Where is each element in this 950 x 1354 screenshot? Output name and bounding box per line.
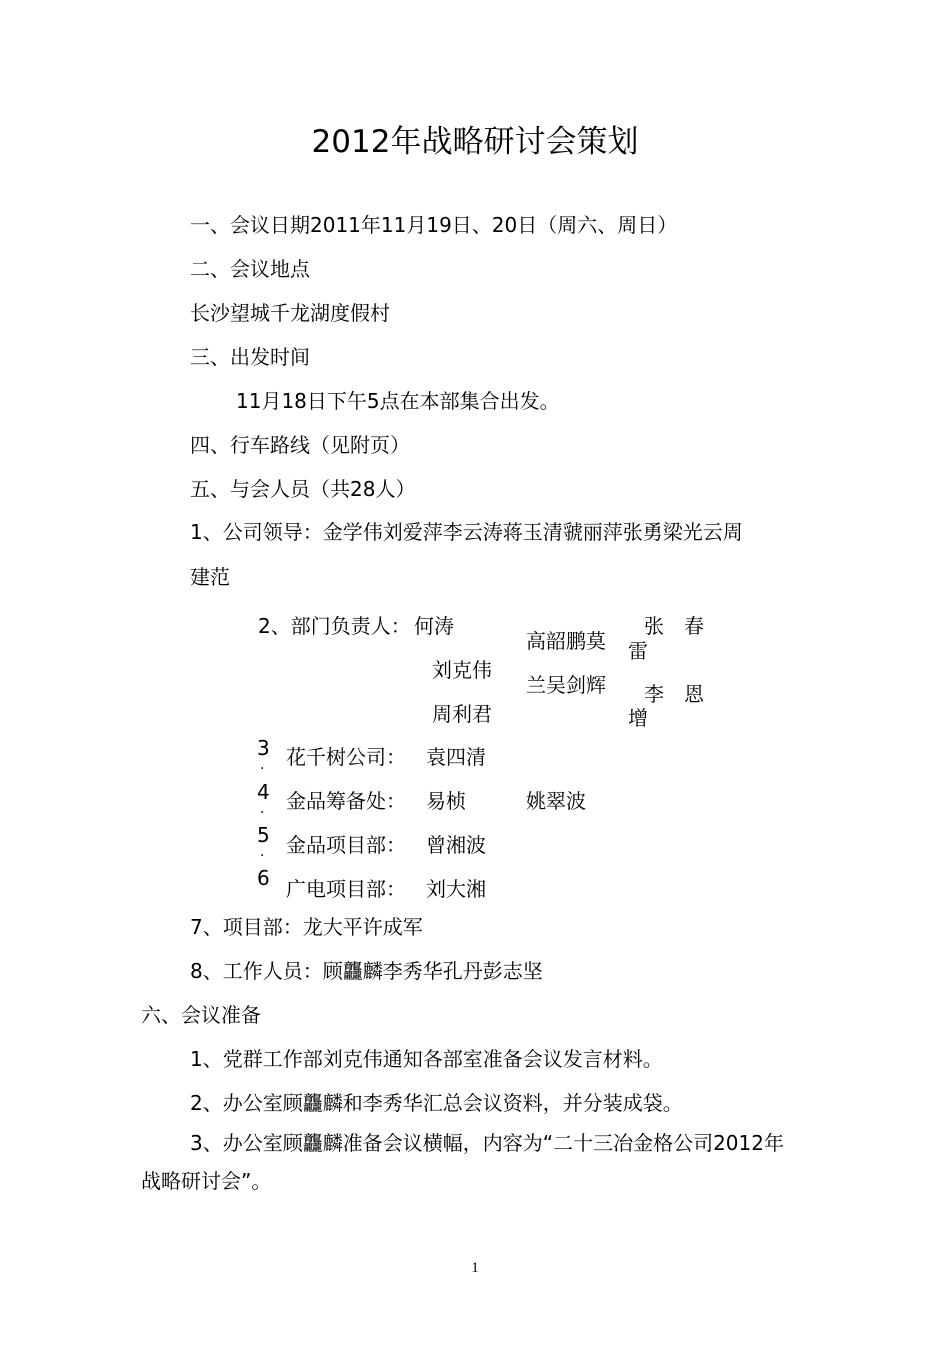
prep-item-2: 2、办公室顾龘麟和李秀华汇总会议资料，并分装成袋。 xyxy=(190,1091,683,1115)
prep-item-3-line-2: 战略研讨会”。 xyxy=(141,1169,272,1193)
dept-head-name: 何涛 xyxy=(414,614,454,638)
unit-label: 花千树公司： xyxy=(286,745,406,769)
prep-item-3-line-1: 3、办公室顾龘麟准备会议横幅，内容为“二十三冶金格公司2012年 xyxy=(190,1131,784,1155)
leaders-line-1: 1、公司领导：金学伟刘爱萍李云涛蒋玉清虢丽萍张勇梁光云周 xyxy=(190,520,743,544)
document-title: 2012年战略研讨会策划 xyxy=(311,124,639,160)
prep-item-1: 1、党群工作部刘克伟通知各部室准备会议发言材料。 xyxy=(190,1047,663,1071)
unit-label: 金品筹备处： xyxy=(286,789,406,813)
dept-head-name-part: 春 xyxy=(684,614,704,638)
dept-head-name-part: 增 xyxy=(628,706,648,730)
dept-head-name: 兰吴剑辉 xyxy=(526,673,606,697)
section-attendees: 五、与会人员（共28人） xyxy=(190,477,416,501)
section-departure-time: 三、出发时间 xyxy=(190,345,310,369)
row-number: 4 xyxy=(257,780,270,804)
section-meeting-prep: 六、会议准备 xyxy=(141,1003,261,1027)
location-text: 长沙望城千龙湖度假村 xyxy=(190,301,390,325)
row-number-dot: . xyxy=(260,757,265,773)
section-meeting-date: 一、会议日期2011年11月19日、20日（周六、周日） xyxy=(190,213,678,237)
dept-head-name: 高韶鹏莫 xyxy=(526,629,606,653)
section-route: 四、行车路线（见附页） xyxy=(190,433,410,457)
departure-text: 11月18日下午5点在本部集合出发。 xyxy=(236,389,560,413)
dept-heads-label: 2、部门负责人： xyxy=(258,614,411,638)
row-number-dot: . xyxy=(260,801,265,817)
row-number: 5 xyxy=(257,823,270,847)
dept-head-name-part: 张 xyxy=(644,614,664,638)
item-staff: 8、工作人员：顾龘麟李秀华孔丹彭志坚 xyxy=(190,959,543,983)
unit-member: 袁四清 xyxy=(426,745,486,769)
dept-head-name-part: 恩 xyxy=(684,682,704,706)
unit-label: 金品项目部： xyxy=(286,833,406,857)
dept-head-name: 周利君 xyxy=(432,702,492,726)
unit-member: 姚翠波 xyxy=(526,789,586,813)
row-number-dot: . xyxy=(260,844,265,860)
unit-label: 广电项目部： xyxy=(286,877,406,901)
row-number: 3 xyxy=(257,736,270,760)
unit-member: 刘大湘 xyxy=(426,877,486,901)
dept-head-name: 刘克伟 xyxy=(432,658,492,682)
page-number: 1 xyxy=(471,1260,479,1276)
leaders-line-2: 建范 xyxy=(190,565,230,589)
row-number: 6 xyxy=(257,866,270,890)
dept-head-name-part: 李 xyxy=(644,682,664,706)
section-meeting-location: 二、会议地点 xyxy=(190,257,310,281)
unit-member: 曾湘波 xyxy=(426,833,486,857)
item-project-dept: 7、项目部：龙大平许成军 xyxy=(190,915,423,939)
unit-member: 易桢 xyxy=(426,789,466,813)
dept-head-name-part: 雷 xyxy=(628,639,648,663)
